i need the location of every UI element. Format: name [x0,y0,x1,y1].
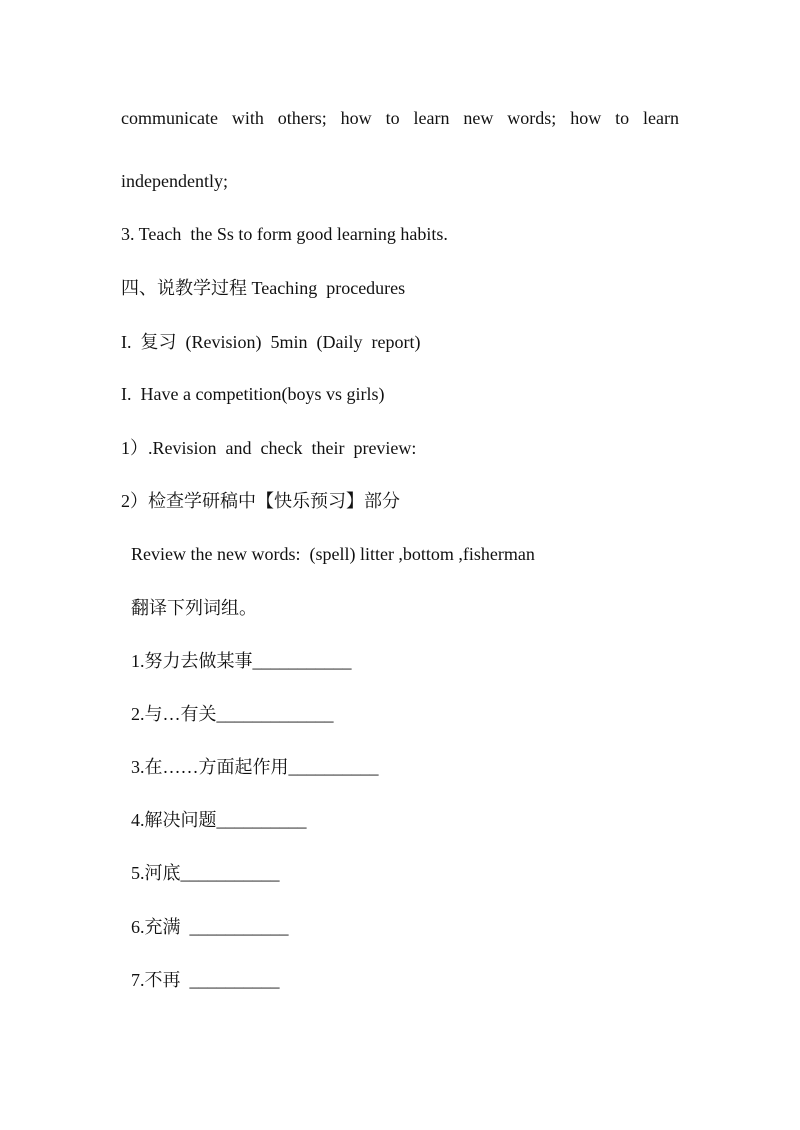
exercise-item-4: 4.解决问题__________ [131,810,307,830]
text-line-communicate: communicate with others; how to learn new words; how to learn [121,108,679,128]
exercise-item-3: 3.在……方面起作用__________ [131,757,379,777]
step-competition: I. Have a competition(boys vs girls) [121,384,385,404]
exercise-item-1: 1.努力去做某事___________ [131,651,352,671]
section-heading-teaching-procedures: 四、说教学过程 Teaching procedures [121,278,406,298]
step-revision-heading: I. 复习 (Revision) 5min (Daily report) [121,332,421,352]
objective-3: 3. Teach the Ss to form good learning habits. [121,224,448,244]
translate-instruction: 翻译下列词组。 [131,598,257,618]
exercise-item-7: 7.不再 __________ [131,970,280,990]
text-line-independently: independently; [121,171,228,191]
exercise-item-6: 6.充满 ___________ [131,917,289,937]
substep-revision-check: 1）.Revision and check their preview: [121,438,417,458]
review-new-words: Review the new words: (spell) litter ,bottom ,fisherman [131,544,535,564]
exercise-item-5: 5.河底___________ [131,863,280,883]
substep-preview-check: 2）检查学研稿中【快乐预习】部分 [121,491,400,511]
exercise-item-2: 2.与…有关_____________ [131,704,334,724]
